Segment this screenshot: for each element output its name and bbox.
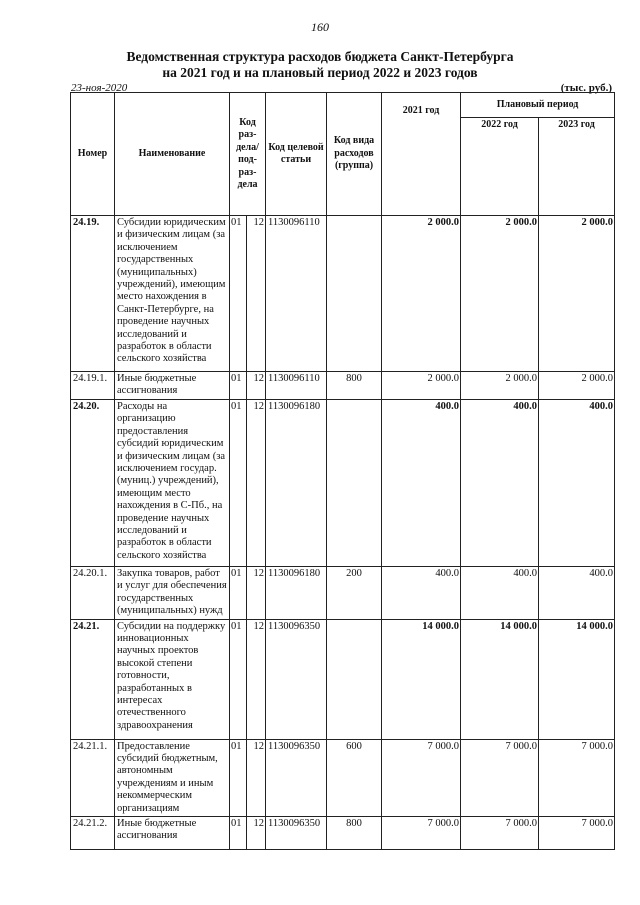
row-number: 24.21.2. xyxy=(71,817,115,850)
row-section-code: 01 xyxy=(230,567,247,620)
row-subsection-code: 12 xyxy=(247,567,266,620)
row-type-code xyxy=(327,619,382,739)
row-amount-2023: 400.0 xyxy=(539,400,615,567)
row-subsection-code: 12 xyxy=(247,619,266,739)
row-amount-2023: 2 000.0 xyxy=(539,216,615,372)
header-section-code: Код раз-дела/ под-раз-дела xyxy=(230,93,266,216)
header-name: Наименование xyxy=(115,93,230,216)
title-line-1: Ведомственная структура расходов бюджета Санкт-Петербурга xyxy=(126,49,514,64)
header-target-code: Код целевой статьи xyxy=(266,93,327,216)
row-number: 24.21. xyxy=(71,619,115,739)
row-amount-2021: 400.0 xyxy=(382,567,461,620)
row-amount-2022: 2 000.0 xyxy=(461,372,539,400)
row-name: Субсидии юридическим и физическим лицам (за исключением государственных (муниципальных) учреждений), имеющим место нахождения в Санкт-Петербурге, на проведение научных исследований и разработок в области сельского хозяйства xyxy=(115,216,230,372)
row-number: 24.21.1. xyxy=(71,739,115,816)
row-amount-2022: 400.0 xyxy=(461,567,539,620)
header-2021: 2021 год xyxy=(382,93,461,216)
row-number: 24.19. xyxy=(71,216,115,372)
row-amount-2022: 7 000.0 xyxy=(461,739,539,816)
table-row xyxy=(71,817,615,850)
row-number: 24.20.1. xyxy=(71,567,115,620)
row-subsection-code: 12 xyxy=(247,400,266,567)
row-amount-2021: 14 000.0 xyxy=(382,619,461,739)
row-target-code: 1130096350 xyxy=(266,817,327,850)
table-row xyxy=(71,567,615,620)
header-2022: 2022 год xyxy=(461,117,539,215)
row-amount-2023: 14 000.0 xyxy=(539,619,615,739)
table-row xyxy=(71,619,615,739)
row-type-code xyxy=(327,400,382,567)
row-target-code: 1130096350 xyxy=(266,739,327,816)
budget-table xyxy=(70,92,615,850)
row-type-code: 600 xyxy=(327,739,382,816)
header-2023: 2023 год xyxy=(539,117,615,215)
row-amount-2021: 7 000.0 xyxy=(382,817,461,850)
row-amount-2022: 7 000.0 xyxy=(461,817,539,850)
document-date: 23-ноя-2020 xyxy=(71,82,128,94)
row-amount-2023: 7 000.0 xyxy=(539,739,615,816)
table-row xyxy=(71,400,615,567)
row-type-code: 200 xyxy=(327,567,382,620)
row-number: 24.19.1. xyxy=(71,372,115,400)
row-section-code: 01 xyxy=(230,400,247,567)
row-section-code: 01 xyxy=(230,817,247,850)
row-amount-2022: 2 000.0 xyxy=(461,216,539,372)
row-target-code: 1130096180 xyxy=(266,567,327,620)
row-section-code: 01 xyxy=(230,216,247,372)
row-type-code xyxy=(327,216,382,372)
row-section-code: 01 xyxy=(230,372,247,400)
row-type-code: 800 xyxy=(327,372,382,400)
row-name: Субсидии на поддержку инновационных научных проектов высокой степени готовности, разработанных в интересах отечественного здравоохранения xyxy=(115,619,230,739)
row-amount-2023: 7 000.0 xyxy=(539,817,615,850)
header-planned-period: Плановый период xyxy=(461,93,615,118)
row-amount-2023: 2 000.0 xyxy=(539,372,615,400)
row-number: 24.20. xyxy=(71,400,115,567)
table-row xyxy=(71,739,615,816)
row-subsection-code: 12 xyxy=(247,739,266,816)
table-row xyxy=(71,216,615,372)
row-section-code: 01 xyxy=(230,739,247,816)
row-target-code: 1130096110 xyxy=(266,372,327,400)
row-amount-2021: 7 000.0 xyxy=(382,739,461,816)
row-target-code: 1130096180 xyxy=(266,400,327,567)
row-amount-2021: 2 000.0 xyxy=(382,372,461,400)
title-line-2: на 2021 год и на плановый период 2022 и 2023 годов xyxy=(162,65,478,80)
row-name: Предоставление субсидий бюджетным, автономным учреждениям и иным некоммерческим организациям xyxy=(115,739,230,816)
row-target-code: 1130096110 xyxy=(266,216,327,372)
units-label: (тыс. руб.) xyxy=(560,82,612,94)
row-target-code: 1130096350 xyxy=(266,619,327,739)
row-type-code: 800 xyxy=(327,817,382,850)
row-amount-2022: 400.0 xyxy=(461,400,539,567)
row-amount-2022: 14 000.0 xyxy=(461,619,539,739)
row-name: Иные бюджетные ассигнования xyxy=(115,372,230,400)
row-amount-2023: 400.0 xyxy=(539,567,615,620)
row-amount-2021: 2 000.0 xyxy=(382,216,461,372)
row-name: Расходы на организацию предоставления субсидий юридическим и физическим лицам (за исключением государ. (муниц.) учреждений), имеющим место нахождения в С-Пб., на проведение научных исследований и разработок в области сельского хозяйства xyxy=(115,400,230,567)
row-name: Иные бюджетные ассигнования xyxy=(115,817,230,850)
page-number: 160 xyxy=(311,20,329,34)
row-section-code: 01 xyxy=(230,619,247,739)
row-name: Закупка товаров, работ и услуг для обеспечения государственных (муниципальных) нужд xyxy=(115,567,230,620)
row-subsection-code: 12 xyxy=(247,372,266,400)
header-type-code: Код вида расходов (группа) xyxy=(327,93,382,216)
document-title xyxy=(0,49,640,81)
row-amount-2021: 400.0 xyxy=(382,400,461,567)
header-number: Номер xyxy=(71,93,115,216)
table-row xyxy=(71,372,615,400)
row-subsection-code: 12 xyxy=(247,817,266,850)
row-subsection-code: 12 xyxy=(247,216,266,372)
